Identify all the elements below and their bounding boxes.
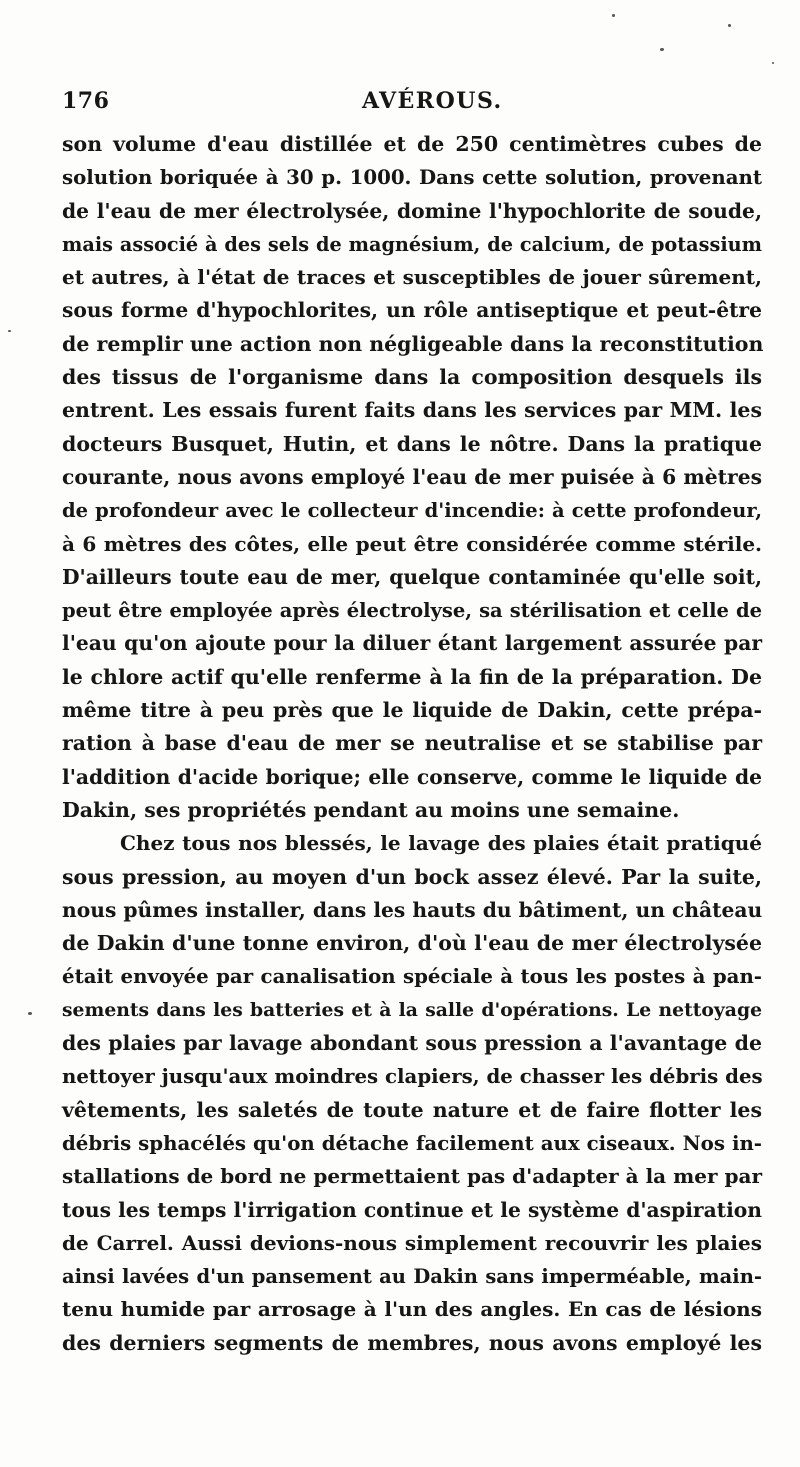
text-line: débris sphacélés qu'on détache facilement aux ciseaux. Nos in- [62, 1130, 762, 1155]
scan-speck [728, 24, 731, 27]
text-line: ration à base d'eau de mer se neutralise et se stabilise par [62, 731, 762, 756]
scan-speck [772, 62, 774, 64]
text-line: des derniers segments de membres, nous avons employé les [62, 1330, 762, 1355]
text-line: D'ailleurs toute eau de mer, quelque contaminée qu'elle soit, [62, 564, 762, 589]
text-line: solution boriquée à 30 p. 1000. Dans cette solution, provenant [62, 165, 762, 190]
text-line: de Dakin d'une tonne environ, d'où l'eau de mer électrolysée [62, 931, 762, 956]
running-head: AVÉROUS. [362, 88, 503, 114]
page-header [62, 88, 762, 124]
text-line: l'addition d'acide borique; elle conserve, comme le liquide de [62, 764, 762, 789]
text-line: ainsi lavées d'un pansement au Dakin sans imperméable, main- [62, 1265, 762, 1289]
text-line: et autres, à l'état de traces et susceptibles de jouer sûrement, [62, 265, 762, 290]
text-line: sements dans les batteries et à la salle d'opérations. Le nettoyage [62, 998, 762, 1021]
text-line: courante, nous avons employé l'eau de mer puisée à 6 mètres [62, 464, 762, 489]
scan-speck [612, 14, 615, 17]
text-line: docteurs Busquet, Hutin, et dans le nôtre. Dans la pratique [62, 431, 762, 456]
text-line: même titre à peu près que le liquide de Dakin, cette prépa- [62, 698, 762, 723]
text-line: mais associé à des sels de magnésium, de calcium, de potassium [62, 232, 762, 256]
text-line: vêtements, les saletés de toute nature et de faire flotter les [62, 1097, 762, 1122]
text-line: de profondeur avec le collecteur d'incendie: à cette profondeur, [62, 499, 762, 523]
text-line-paragraph-start: Chez tous nos blessés, le lavage des plaies était pratiqué [120, 831, 762, 856]
text-line: était envoyée par canalisation spéciale à tous les postes à pan- [62, 964, 762, 989]
scan-speck [660, 48, 664, 51]
scan-speck [8, 330, 11, 332]
text-line: nous pûmes installer, dans les hauts du bâtiment, un château [62, 897, 763, 922]
text-line: de l'eau de mer électrolysée, domine l'hypochlorite de soude, [62, 198, 762, 223]
text-line: peut être employée après électrolyse, sa stérilisation et celle de [62, 599, 762, 623]
text-line: nettoyer jusqu'aux moindres clapiers, de chasser les débris des [62, 1064, 763, 1089]
scan-speck [28, 1012, 32, 1015]
body-text [62, 128, 762, 1360]
text-line: entrent. Les essais furent faits dans les services par MM. les [62, 398, 762, 423]
text-line-paragraph-end: Dakin, ses propriétés pendant au moins une semaine. [62, 797, 680, 822]
text-line: sous forme d'hypochlorites, un rôle antiseptique et peut-être [62, 298, 762, 323]
text-line: des tissus de l'organisme dans la composition desquels ils [62, 365, 762, 390]
page-number: 176 [62, 88, 110, 114]
text-line: de Carrel. Aussi devions-nous simplement recouvrir les plaies [62, 1230, 762, 1255]
text-line: des plaies par lavage abondant sous pression a l'avantage de [62, 1031, 762, 1056]
text-line: stallations de bord ne permettaient pas d'adapter à la mer par [62, 1164, 762, 1189]
text-line: de remplir une action non négligeable dans la reconstitution [62, 331, 764, 356]
text-line: tenu humide par arrosage à l'un des angles. En cas de lésions [62, 1297, 762, 1322]
text-line: son volume d'eau distillée et de 250 centimètres cubes de [62, 132, 762, 156]
text-line: sous pression, au moyen d'un bock assez élevé. Par la suite, [62, 864, 762, 889]
text-line: le chlore actif qu'elle renferme à la fin de la préparation. De [62, 664, 762, 689]
text-line: l'eau qu'on ajoute pour la diluer étant largement assurée par [62, 631, 762, 656]
text-line: à 6 mètres des côtes, elle peut être considérée comme stérile. [62, 531, 762, 556]
text-line: tous les temps l'irrigation continue et le système d'aspiration [62, 1197, 762, 1222]
